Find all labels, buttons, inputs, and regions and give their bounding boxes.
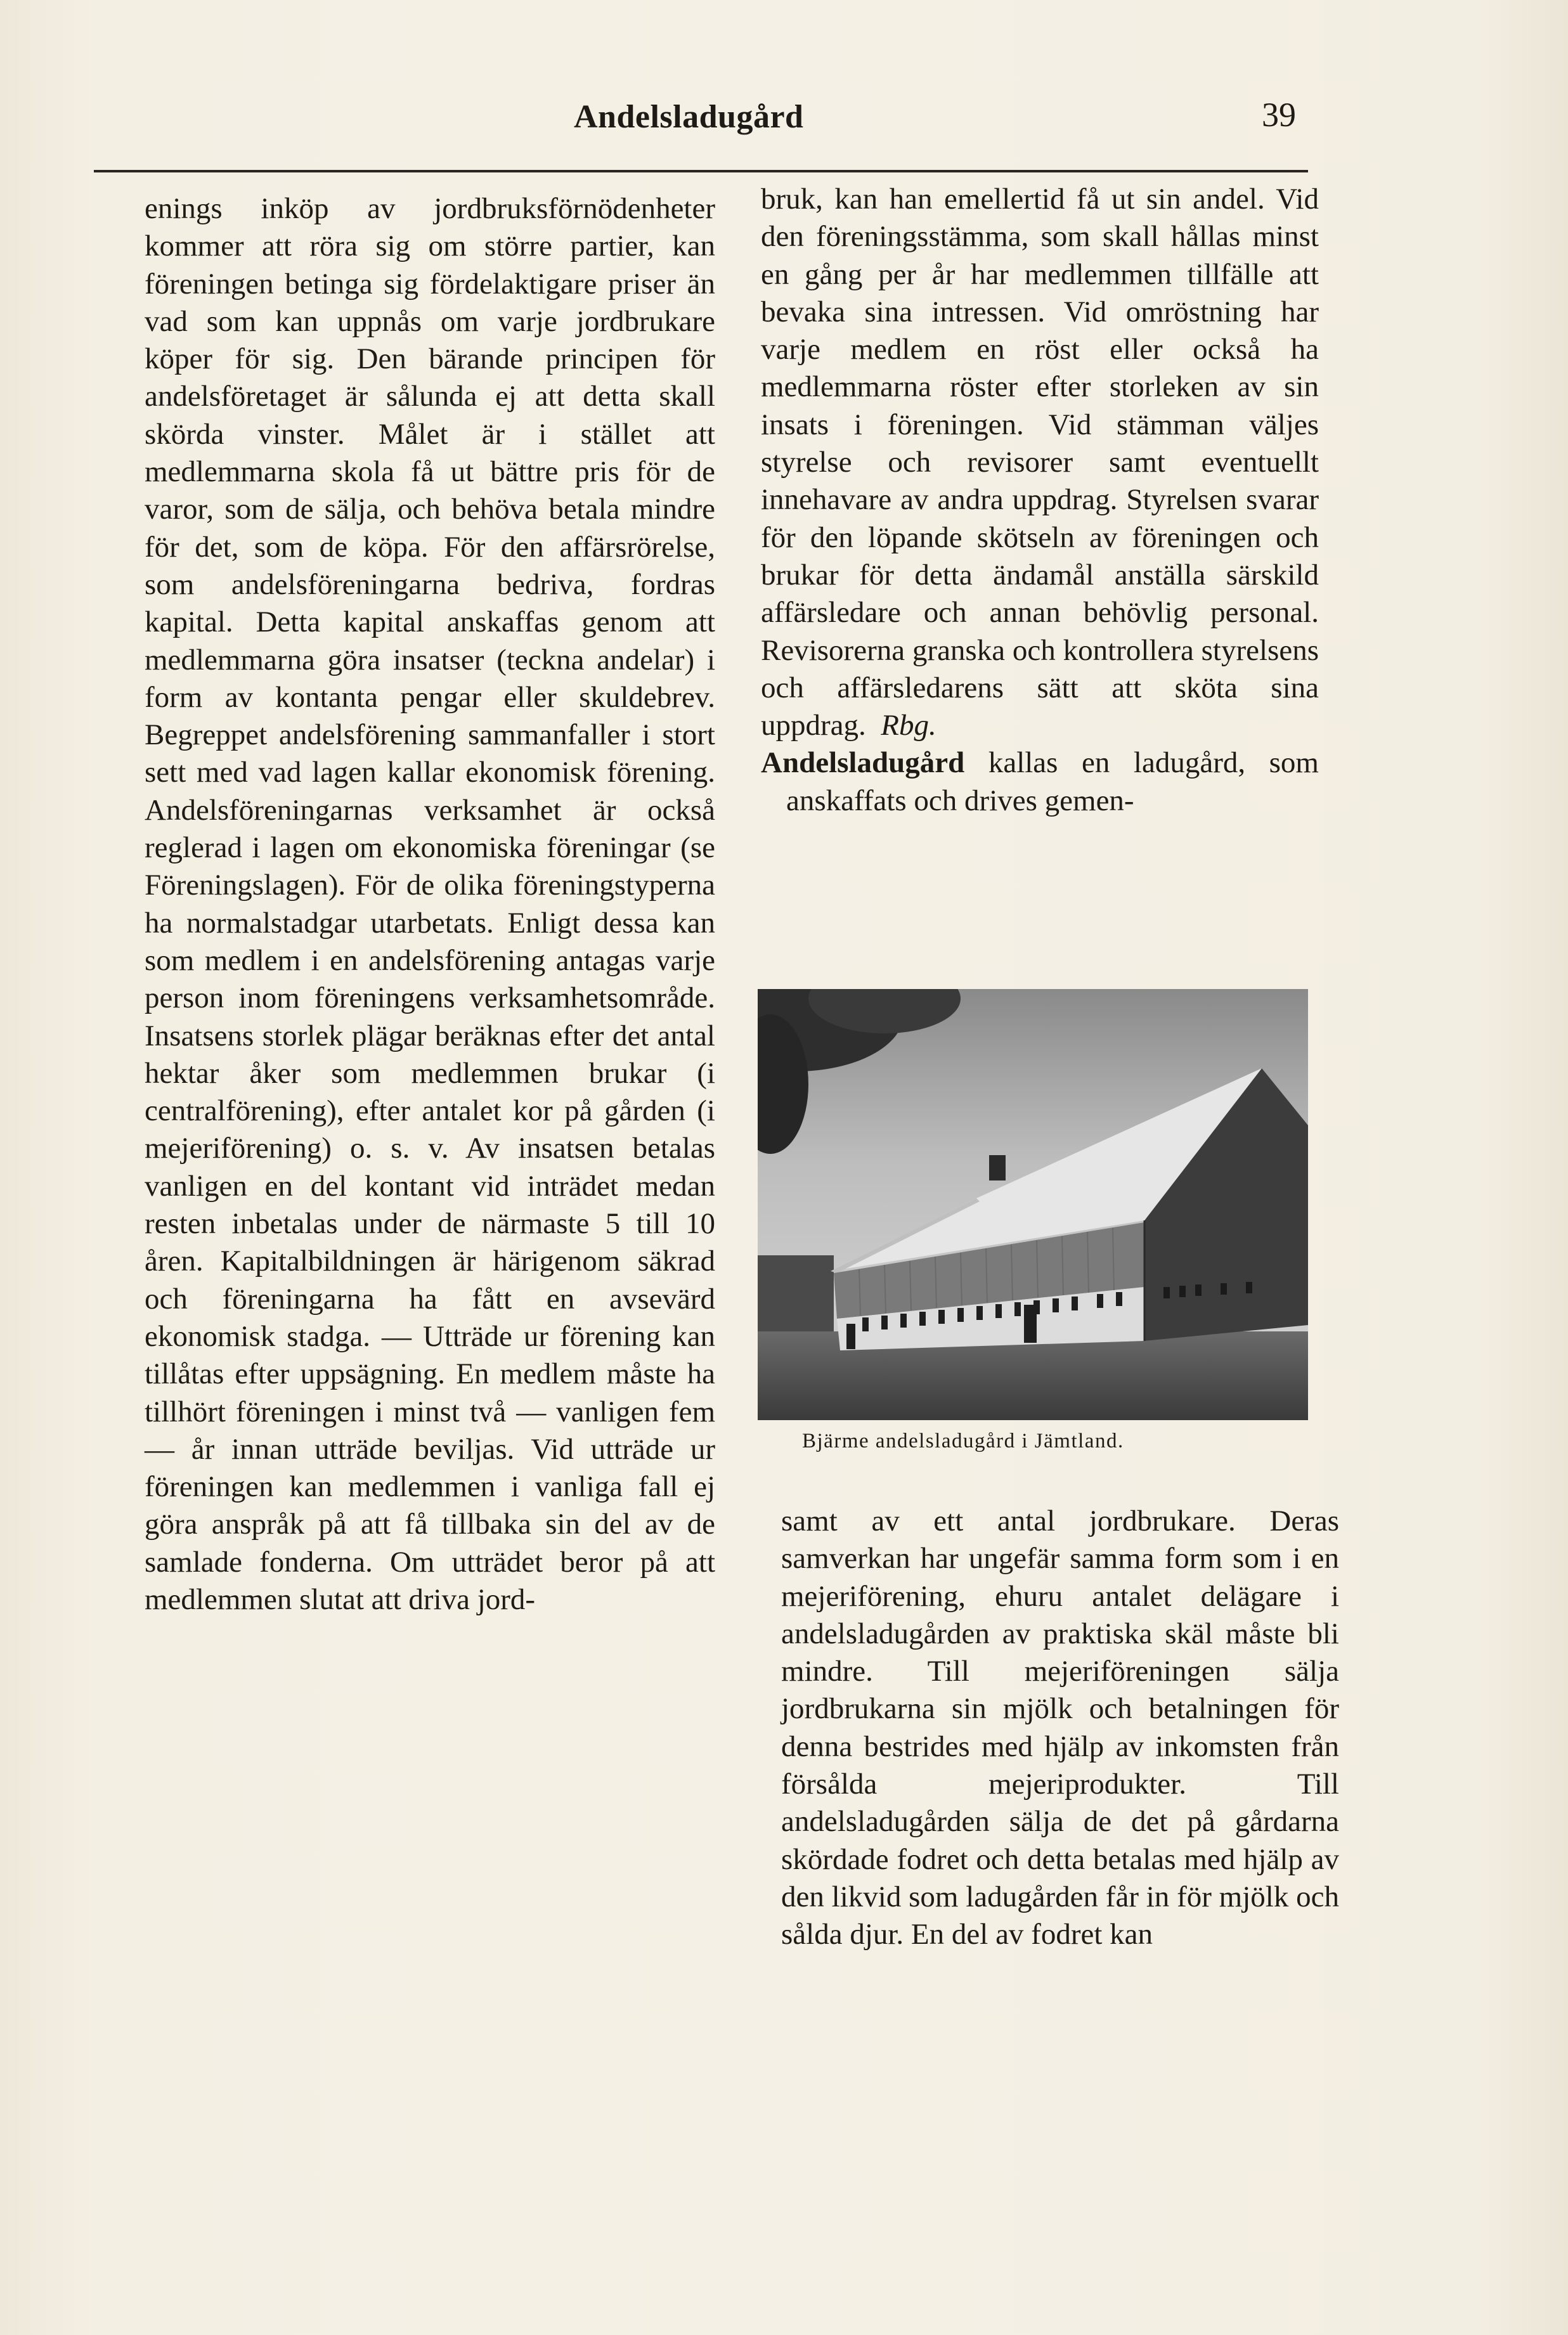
right-column-paragraph — [761, 181, 1319, 744]
barn-photograph — [758, 989, 1308, 1420]
entry-text: kallas en ladugård, som anskaffats och drives gemen- — [786, 746, 1319, 817]
right-column-bottom — [781, 1503, 1339, 1954]
barn-photo-illustration — [758, 989, 1308, 1420]
figure-caption: Bjärme andelsladugård i Jämtland. — [802, 1430, 1124, 1452]
left-column-text: enings inköp av jordbruksförnödenheter kommer att röra sig om större partier, kan föreningen betinga sig fördelaktigare priser än vad som kan uppnås om varje jordbrukare köper för sig. Den bärande principen för andelsföretaget är sålunda ej att detta skall skörda vinster. Målet är i stället att medlemmarna skola få ut bättre pris för de varor, som de sälja, och behöva betala mindre för det, som de köpa. För den affärsrörelse, som andelsföreningarna bedriva, fordras kapital. Detta kapital anskaffas genom att medlemmarna göra insatser (teckna andelar) i form av kontanta pengar eller skuldebrev. Begreppet andelsförening sammanfaller i stort sett med vad lagen kallar ekonomisk förening. Andelsföreningarnas verksamhet är också reglerad i lagen om ekonomiska föreningar (se Föreningslagen). För de olika föreningstyperna ha normalstadgar utarbetats. Enligt dessa kan som medlem i en andelsförening antagas varje person inom föreningens verksamhetsområde. Insatsens storlek plägar beräknas efter det antal hektar åker som medlemmen brukar (i centralförening), efter antalet kor på gården (i mejeriförening) o. s. v. Av insatsen betalas vanligen en del kontant vid inträdet medan resten inbetalas under de närmaste 5 till 10 åren. Kapitalbildningen är härigenom säkrad och föreningarna ha fått en avsevärd ekonomisk stadga. — Utträde ur förening kan tillåtas efter uppsägning. En medlem måste ha tillhört föreningen i minst två — vanligen fem — år innan utträde beviljas. Vid utträde ur föreningen kan medlemmen i vanliga fall ej göra anspråk på att få tillbaka sin del av de samlade fonderna. Om utträdet beror på att medlemmen slutat att driva jord- — [145, 192, 715, 1616]
encyclopedia-entry — [761, 744, 1319, 820]
running-header-title: Andelsladugård — [574, 99, 804, 135]
continuation-text: samt av ett antal jordbrukare. Deras samverkan har ungefär samma form som i en mejeriförening, ehuru antalet delägare i andelsladugården av praktiska skäl måste bli mindre. Till mejeriföreningen sälja jordbrukarna sin mjölk och betalningen för denna bestrides med hjälp av inkomsten från försålda mejeriprodukter. Till andelsladugården sälja de det på gårdarna skördade fodret och detta betalas med hjälp av den likvid som ladugården får in för mjölk och sålda djur. En del av fodret kan — [781, 1504, 1339, 1951]
page-number: 39 — [1262, 96, 1296, 134]
right-column-top — [761, 181, 1319, 820]
header-rule — [94, 170, 1308, 172]
paragraph-text: bruk, kan han emellertid få ut sin andel. Vid den föreningsstämma, som skall hållas minst en gång per år har medlemmen tillfälle att bevaka sina intressen. Vid omröstning har varje medlem en röst eller också ha medlemmarna röster efter storleken av sin insats i föreningen. Vid stämman väljes styrelse och revisorer samt eventuellt innehavare av andra uppdrag. Styrelsen svarar för den löpande skötseln av föreningen och brukar för detta ändamål anställa särskild affärsledare och annan behövlig personal. Revisorerna granska och kontrollera styrelsens och affärsledarens sätt att sköta sina uppdrag. — [761, 183, 1319, 742]
entry-headword: Andelsladugård — [761, 746, 965, 780]
left-column — [145, 190, 715, 1619]
author-signature: Rbg. — [881, 709, 936, 742]
